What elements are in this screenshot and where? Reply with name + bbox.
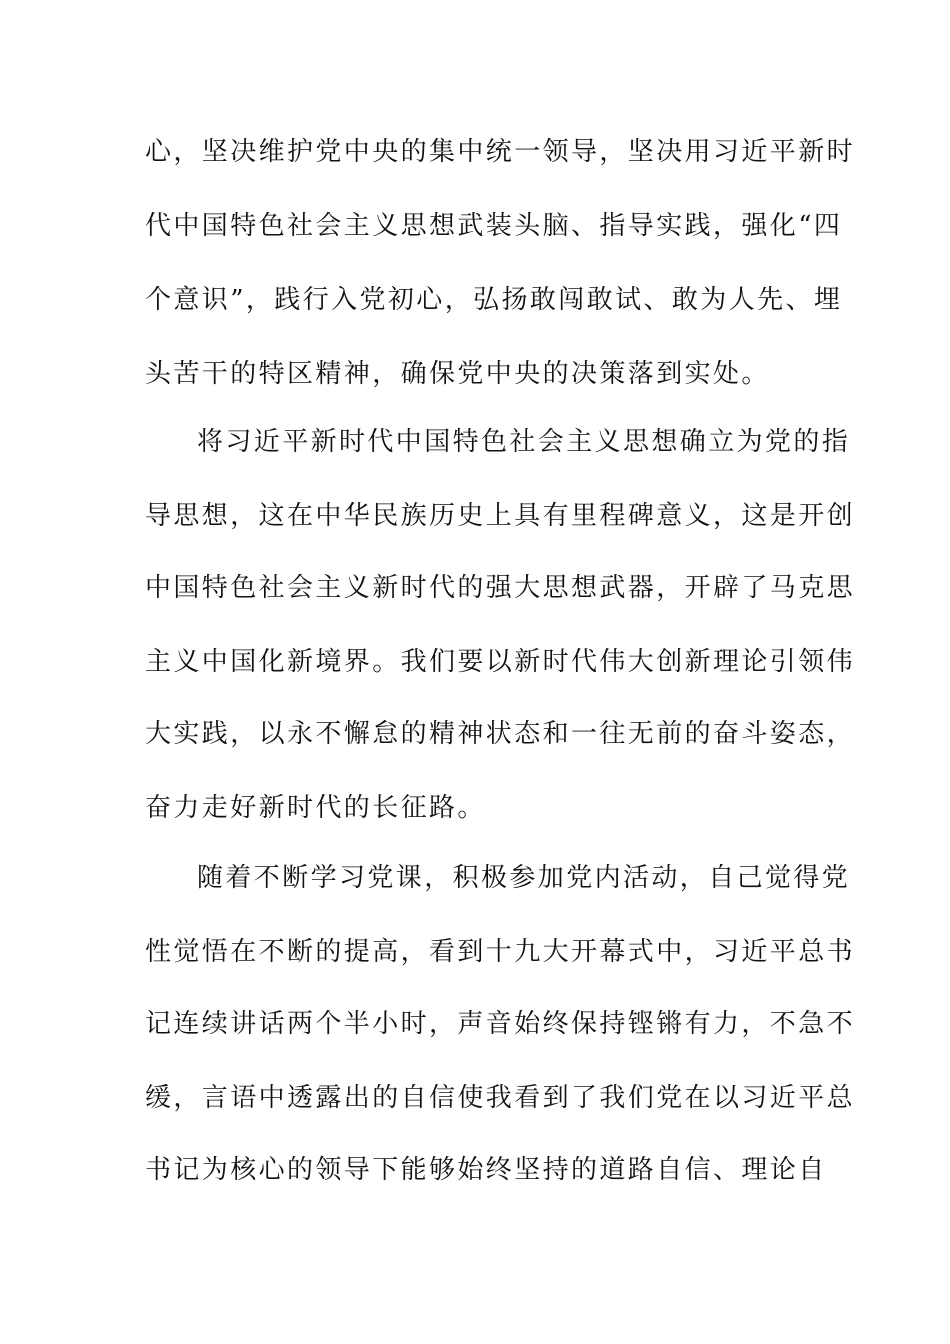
text-line: 导思想，这在中华民族历史上具有里程碑意义，这是开创 [145,501,856,531]
text-line: 奋力走好新时代的长征路。 [145,793,486,823]
paragraph-first-line: 随着不断学习党课，积极参加党内活动，自己觉得党 [197,863,851,893]
text-line: 记连续讲话两个半小时，声音始终保持铿锵有力，不急不 [145,1009,856,1039]
text-line: 心，坚决维护党中央的集中统一领导，坚决用习近平新时 [145,137,856,167]
text-line: 缓，言语中透露出的自信使我看到了我们党在以习近平总 [145,1083,856,1113]
text-line: 中国特色社会主义新时代的强大思想武器，开辟了马克思 [145,573,856,603]
text-line: 性觉悟在不断的提高，看到十九大开幕式中，习近平总书 [145,937,856,967]
paragraph-first-line: 将习近平新时代中国特色社会主义思想确立为党的指 [197,427,851,457]
text-line: 主义中国化新境界。我们要以新时代伟大创新理论引领伟 [145,647,856,677]
text-line: 代中国特色社会主义思想武装头脑、指导实践，强化“四 [145,211,843,241]
text-line: 书记为核心的领导下能够始终坚持的道路自信、理论自 [145,1155,827,1185]
text-line: 头苦干的特区精神，确保党中央的决策落到实处。 [145,359,770,389]
text-line: 个意识”，践行入党初心，弘扬敢闯敢试、敢为人先、埋 [145,285,843,315]
text-line: 大实践，以永不懈怠的精神状态和一往无前的奋斗姿态， [145,719,856,749]
